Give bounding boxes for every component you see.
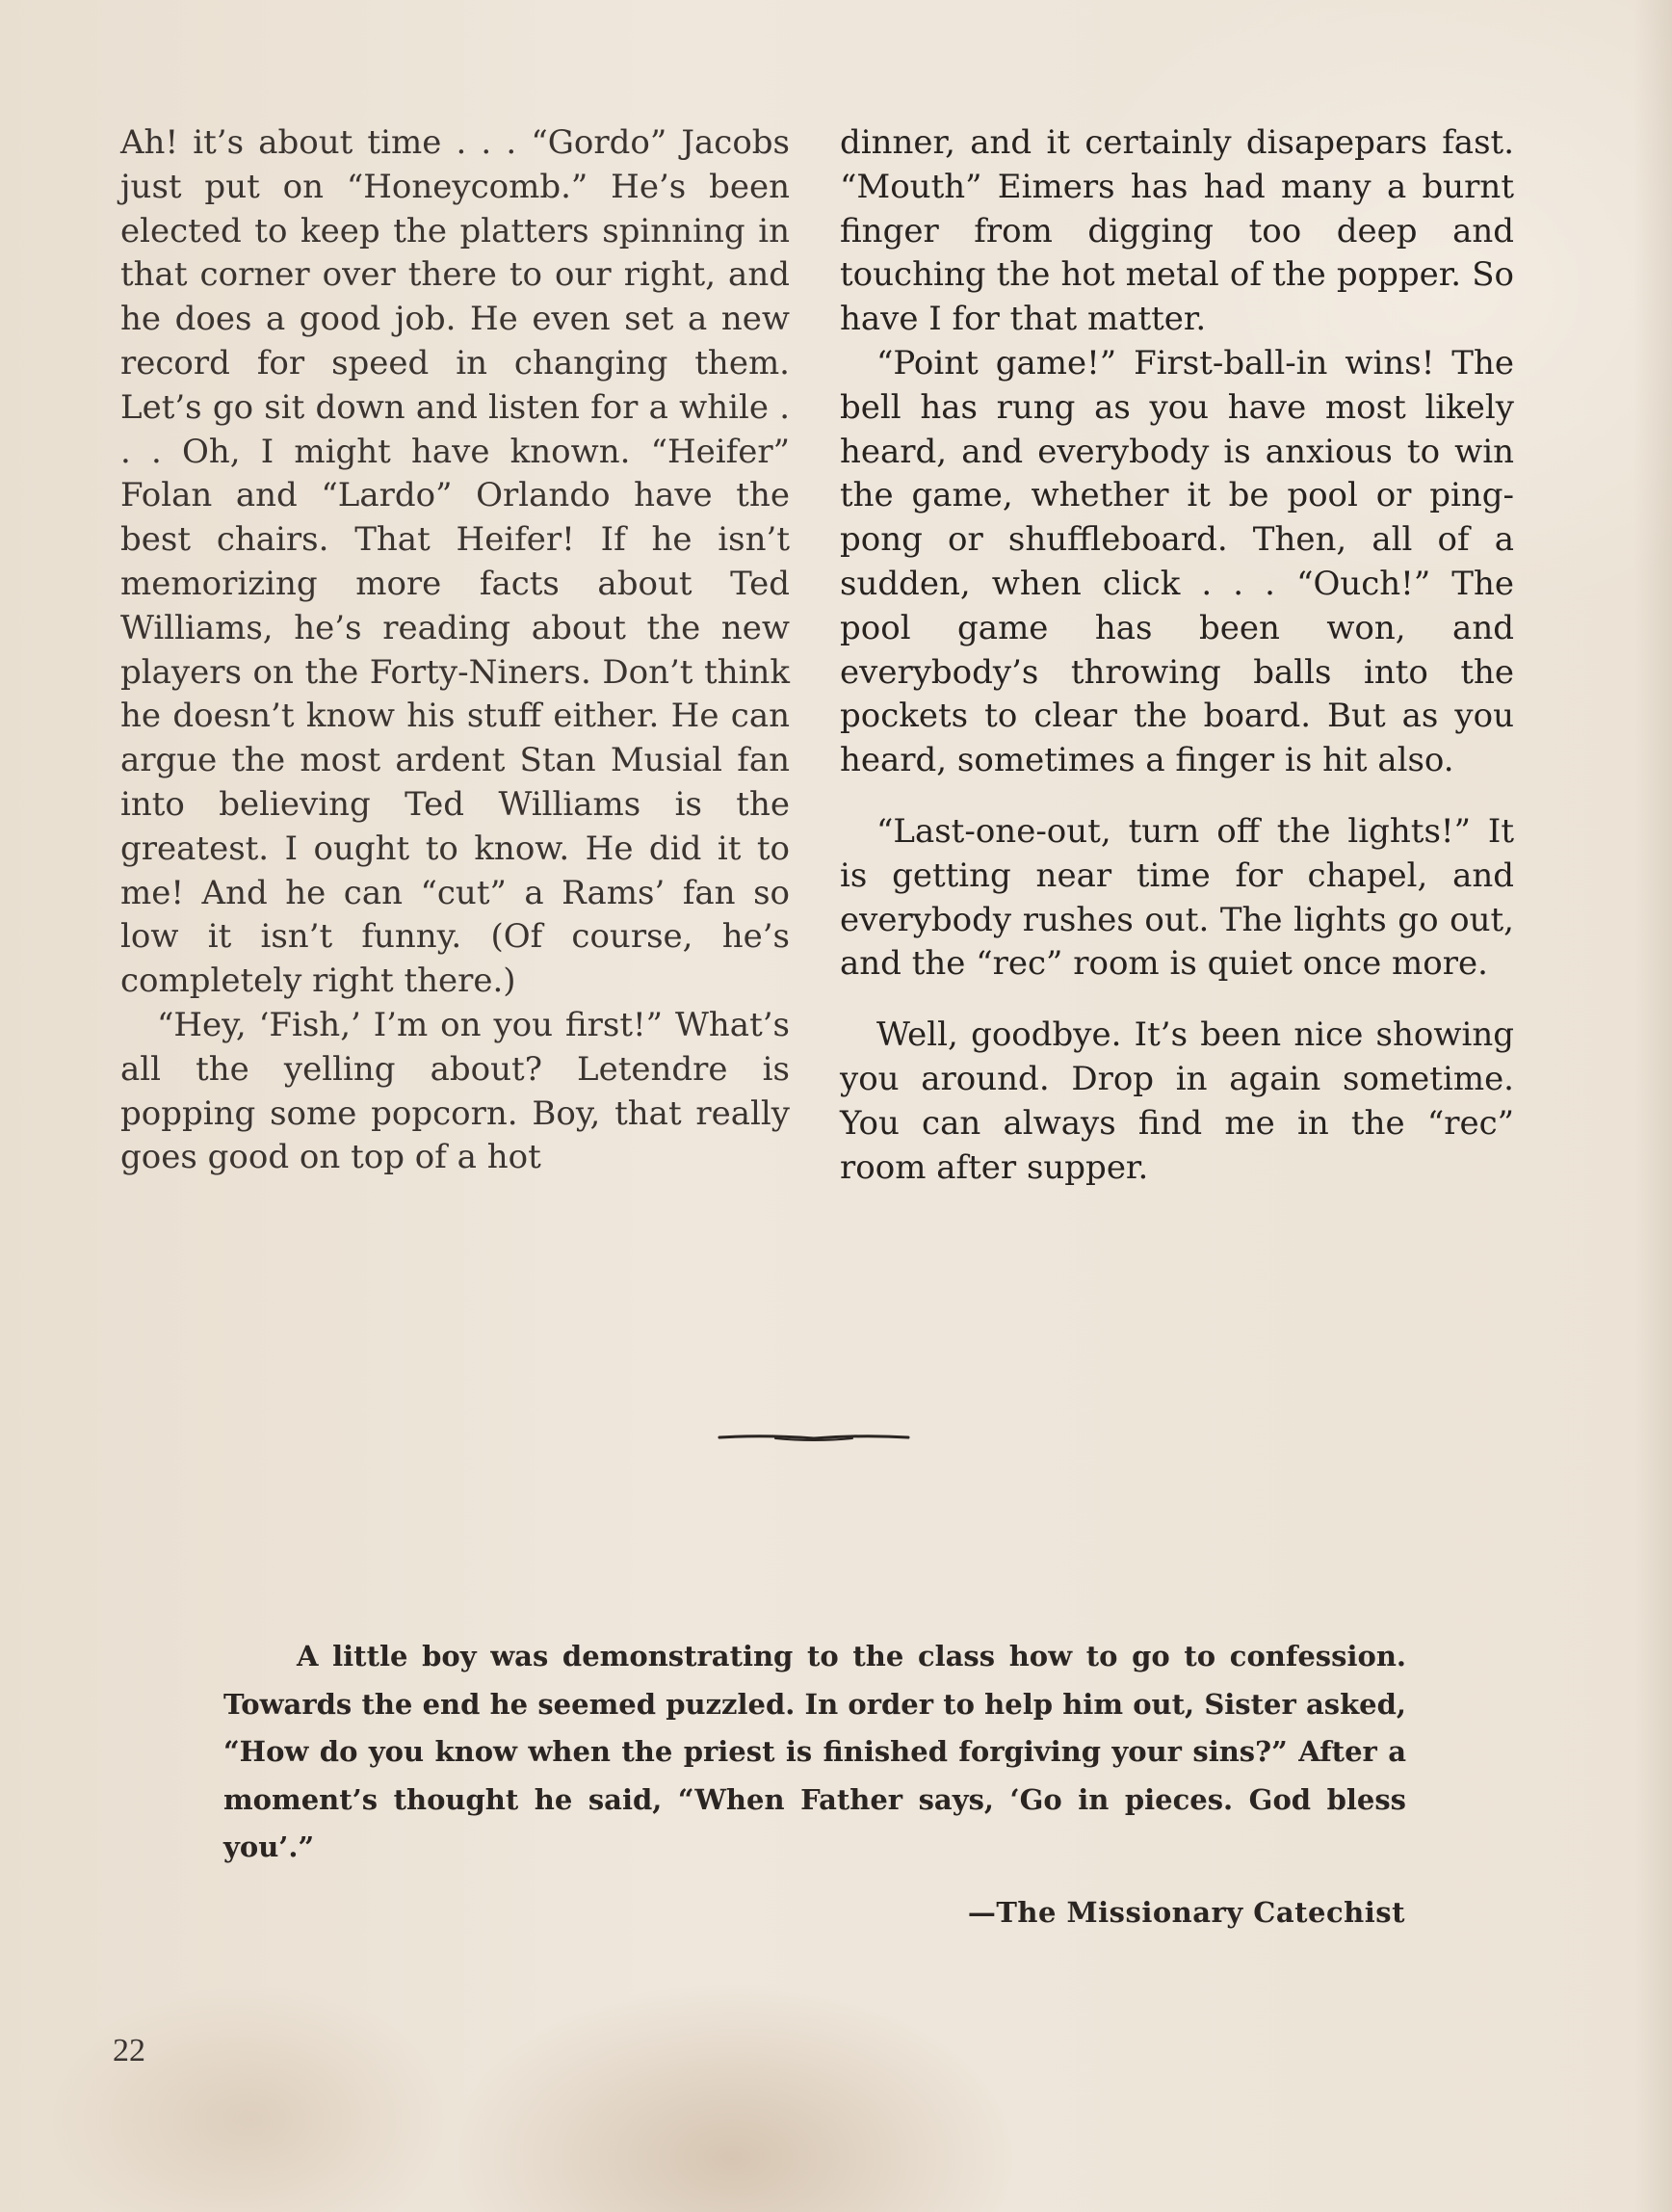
article-left-column	[120, 121, 790, 1180]
article-paragraph: “Hey, ‘Fish,’ I’m on you first!” What’s all the yelling about? Letendre is popping some popcorn. Boy, that really goes good on top of a hot	[120, 1005, 790, 1177]
article-paragraph: Well, goodbye. It’s been nice showing you around. Drop in again sometime. You can always find me in the “rec” room after supper.	[840, 1015, 1514, 1187]
joke-attribution: —The Missionary Catechist	[967, 1896, 1405, 1929]
article-paragraph: “Point game!” First-ball-in wins! The bell has rung as you have most likely heard, and everybody is anxious to win the game, whether it be pool or ping-pong or shuffleboard. Then, all of a sudden, when click . . . “Ouch!” The pool game has been won, and everybody’s throwing balls into the pockets to clear the board. But as you heard, sometimes a finger is hit also.	[840, 343, 1514, 780]
article-paragraph: Ah! it’s about time . . . “Gordo” Jacobs just put on “Honeycomb.” He’s been elected to keep the platters spinning in that corner over there to our right, and he does a good job. He even set a new record for speed in changing them. Let’s go sit down and listen for a while . . . Oh, I might have known. “Heifer” Folan and “Lardo” Orlando have the best chairs. That Heifer! If he isn’t memorizing more facts about Ted Williams, he’s reading about the new players on the Forty-Niners. Don’t think he doesn’t know his stuff either. He can argue the most ardent Stan Musial fan into believing Ted Williams is the greatest. I ought to know. He did it to me! And he can “cut” a Rams’ fan so low it isn’t funny. (Of course, he’s completely right there.)	[120, 123, 790, 1001]
article-paragraph: dinner, and it certainly disapepars fast. “Mouth” Eimers has had many a burnt finger from digging too deep and touching the hot metal of the popper. So have I for that matter.	[840, 123, 1514, 339]
page-edge-shadow	[1633, 0, 1672, 2212]
joke-text: A little boy was demonstrating to the class how to go to confession. Towards the end he seemed puzzled. In order to help him out, Sister asked, “How do you know when the priest is finished forgiving your sins?” After a moment’s thought he said, “When Father says, ‘Go in pieces. God bless you’.”	[223, 1640, 1406, 1863]
article-right-column	[840, 121, 1514, 1190]
page-number: 22	[113, 2033, 145, 2068]
article-paragraph: “Last-one-out, turn off the lights!” It is getting near time for chapel, and everybody rushes out. The lights go out, and the “rec” room is quiet once more.	[840, 811, 1514, 984]
section-divider-ornament	[718, 1430, 910, 1445]
